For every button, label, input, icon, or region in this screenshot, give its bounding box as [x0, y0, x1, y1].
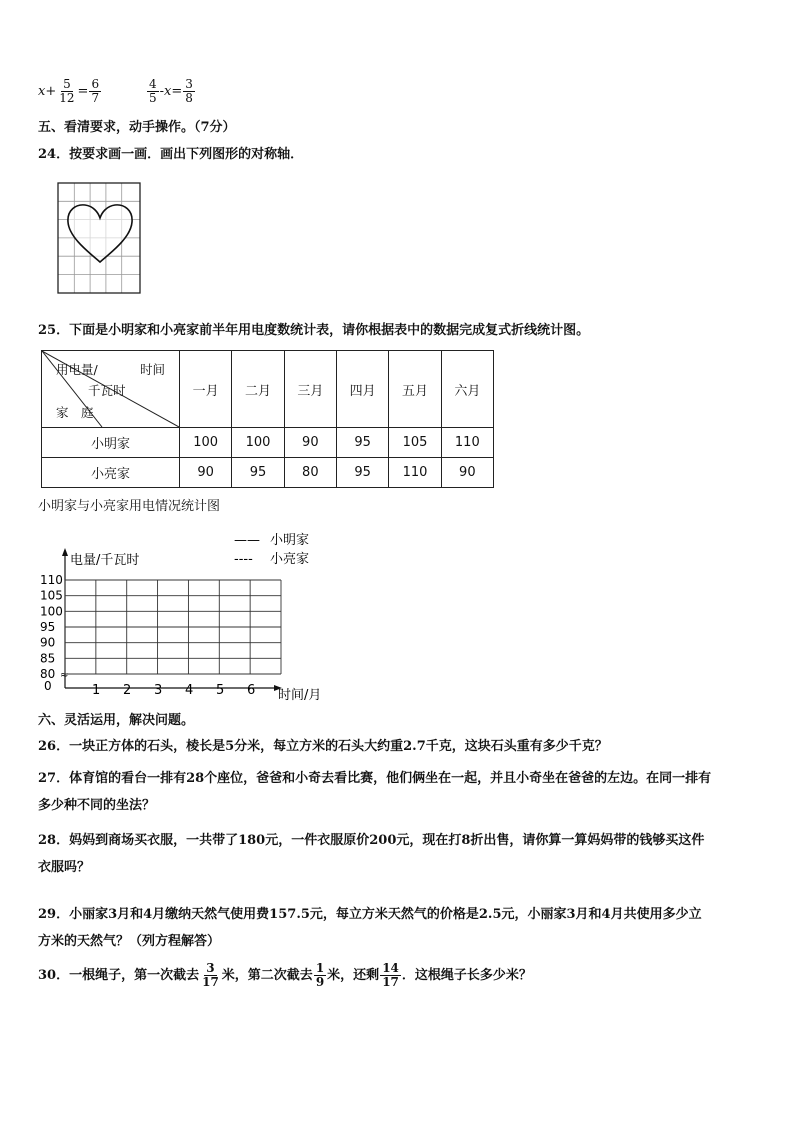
y-tick-label: 110: [40, 573, 63, 587]
chart-title: 小明家与小亮家用电情况统计图: [38, 499, 221, 514]
table-cell: 110: [441, 428, 493, 458]
legend-mark-xiaoming: ——: [234, 533, 260, 548]
x-axis-label: 时间/月: [278, 688, 322, 703]
month-header: 二月: [232, 351, 284, 428]
question-27-line-1: 27．体育馆的看台一排有28个座位，爸爸和小奇去看比赛，他们俩坐在一起，并且小奇坐在爸爸的左边。在同一排有: [38, 771, 712, 786]
corner-label-unit: 千瓦时: [88, 383, 126, 398]
fraction: $\frac{1}{9}$: [315, 961, 325, 989]
question-28-line-1: 28．妈妈到商场买衣服，一共带了180元，一件衣服原价200元，现在打8折出售，请你算一算妈妈带的钱够买这件: [38, 833, 705, 848]
y-axis-arrow: [62, 548, 68, 556]
fraction: $\frac{3}{17}$: [202, 961, 219, 989]
table-cell: 95: [336, 428, 388, 458]
legend-label-xiaoliang: 小亮家: [270, 552, 310, 567]
equation-1: x + $\frac{5}{12}$ = $\frac{6}{7}$: [38, 77, 100, 105]
table-cell: 105: [389, 428, 441, 458]
y-tick-label: 95: [40, 620, 56, 634]
section-5-title: 五、看清要求，动手操作。（7分）: [38, 120, 236, 135]
line-chart: [38, 528, 338, 708]
heart-grid-figure: [55, 181, 145, 297]
month-header: 五月: [389, 351, 441, 428]
table-cell: 95: [336, 458, 388, 488]
fraction: $\frac{14}{17}$: [382, 961, 399, 989]
table-cell: 90: [441, 458, 493, 488]
table-cell: 80: [284, 458, 336, 488]
month-header: 三月: [284, 351, 336, 428]
month-header: 六月: [441, 351, 493, 428]
table-cell: 95: [232, 458, 284, 488]
fraction: $\frac{6}{7}$: [91, 77, 100, 105]
month-header: 四月: [336, 351, 388, 428]
chart-ticks: [40, 573, 255, 698]
legend-label-xiaoming: 小明家: [270, 533, 310, 548]
x-tick-label: 4: [185, 683, 194, 698]
fraction: $\frac{4}{5}$: [149, 77, 157, 105]
heart-shape: [68, 205, 132, 262]
table-cell: 110: [389, 458, 441, 488]
x-tick-label: 1: [92, 683, 101, 698]
table-cell: 90: [180, 458, 232, 488]
fraction: $\frac{5}{12}$: [59, 77, 75, 105]
table-cell: 90: [284, 428, 336, 458]
month-header: 一月: [180, 351, 232, 428]
corner-label-time: 时间: [140, 362, 166, 377]
y-tick-label: 90: [40, 635, 56, 650]
x-tick-label: 2: [123, 683, 132, 698]
equation-2: $\frac{4}{5}$ - x = $\frac{3}{8}$: [149, 77, 193, 105]
question-26: 26．一块正方体的石头，棱长是5分米，每立方米的石头大约重2.7千克，这块石头重有多少千克？: [38, 739, 608, 754]
corner-label-usage: 用电量/: [56, 362, 98, 377]
corner-label-family: 家 庭: [56, 405, 94, 420]
table-header-row: [42, 351, 494, 428]
table-row: [42, 458, 494, 488]
y-tick-label: 85: [40, 651, 56, 666]
family-name: 小亮家: [42, 458, 180, 488]
question-28-line-2: 衣服吗？: [38, 860, 91, 875]
section-6-title: 六、灵活运用，解决问题。: [38, 713, 195, 728]
question-24: 24．按要求画一画．画出下列图形的对称轴．: [38, 147, 304, 162]
family-name: 小明家: [42, 428, 180, 458]
x-tick-label: 5: [216, 683, 225, 698]
chart-grid: [65, 580, 281, 674]
y-tick-label: 100: [40, 604, 63, 619]
question-27-line-2: 多少种不同的坐法？: [38, 798, 156, 813]
variable-x: x: [38, 84, 46, 99]
axis-break-mark: ≈: [60, 670, 69, 681]
question-25: 25．下面是小明家和小亮家前半年用电度数统计表，请你根据表中的数据完成复式折线统计图。: [38, 323, 590, 338]
table-corner-cell: [42, 351, 180, 428]
y-axis-label: 电量/千瓦时: [70, 553, 140, 568]
chart-legend: [234, 533, 309, 567]
table-row: [42, 428, 494, 458]
question-30: 30．一根绳子，第一次截去 $\frac{3}{17}$ 米，第二次截去 $\frac{1}{9}$ 米，还剩 $\frac{14}{17}$ ．这根绳子长多少米？: [38, 961, 532, 989]
x-tick-label: 6: [247, 683, 256, 698]
variable-x: x: [164, 84, 172, 99]
table-cell: 100: [232, 428, 284, 458]
x-tick-label: 3: [154, 683, 163, 698]
legend-mark-xiaoliang: ----: [234, 552, 253, 567]
y-tick-label: 105: [40, 588, 63, 603]
y-tick-label: 0: [44, 679, 52, 693]
electricity-table: [41, 350, 494, 488]
question-29-line-2: 方米的天然气？（列方程解答）: [38, 934, 221, 949]
y-tick-label: 80: [40, 667, 56, 681]
fraction: $\frac{3}{8}$: [185, 77, 193, 105]
table-cell: 100: [180, 428, 232, 458]
question-29-line-1: 29．小丽家3月和4月缴纳天然气使用费157.5元，每立方米天然气的价格是2.5元，小丽家3月和4月共使用多少立: [38, 907, 702, 922]
